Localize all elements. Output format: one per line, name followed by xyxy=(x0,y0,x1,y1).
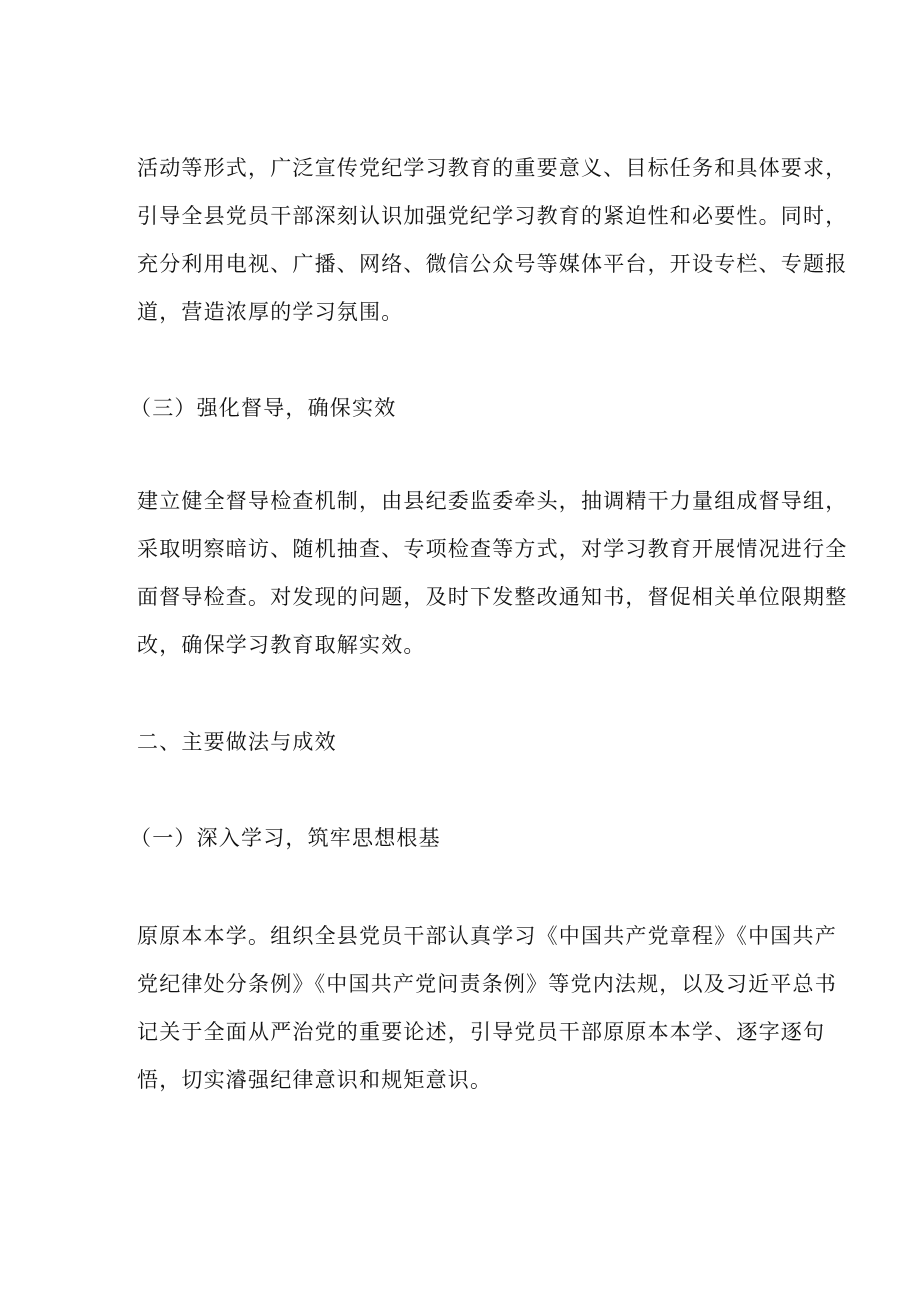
paragraph-line: 活动等形式，广泛宣传党纪学习教育的重要意义、目标任务和具体要求， xyxy=(137,156,848,180)
paragraph-line: 改，确保学习教育取解实效。 xyxy=(137,633,426,657)
paragraph-line: 悟，切实濬强纪律意识和规矩意识。 xyxy=(137,1068,493,1092)
subheading-deep-study: （一）深入学习，筑牢思想根基 xyxy=(130,826,441,850)
section-heading-main-practices: 二、主要做法与成效 xyxy=(137,730,337,754)
paragraph-line: 采取明察暗访、随机抽查、专项检查等方式，对学习教育开展情况进行全 xyxy=(137,537,848,561)
paragraph-line: 充分利用电视、广播、网络、微信公众号等媒体平台，开设专栏、专题报 xyxy=(137,252,848,276)
subheading-supervision: （三）强化督导，确保实效 xyxy=(130,396,397,420)
paragraph-line: 道，营造浓厚的学习氛围。 xyxy=(137,300,404,324)
paragraph-line: 记关于全面从严治党的重要论述，引导党员干部原原本本学、逐字逐句 xyxy=(137,1020,826,1044)
paragraph-supervision xyxy=(137,477,848,669)
paragraph-line: 建立健全督导检查机制，由县纪委监委牵头，抽调精干力量组成督导组， xyxy=(137,489,848,513)
paragraph-line: 引导全县党员干部深刻认识加强党纪学习教育的紧迫性和必要性。同时， xyxy=(137,204,848,228)
paragraph-line: 党纪律处分条例》《中国共产党问责条例》等党内法规，以及习近平总书 xyxy=(137,972,837,996)
paragraph-publicity xyxy=(137,144,848,336)
paragraph-study xyxy=(137,912,837,1104)
paragraph-line: 原原本本学。组织全县党员干部认真学习《中国共产党章程》《中国共产 xyxy=(137,924,837,948)
paragraph-line: 面督导检查。对发现的问题，及时下发整改通知书，督促相关单位限期整 xyxy=(137,585,848,609)
